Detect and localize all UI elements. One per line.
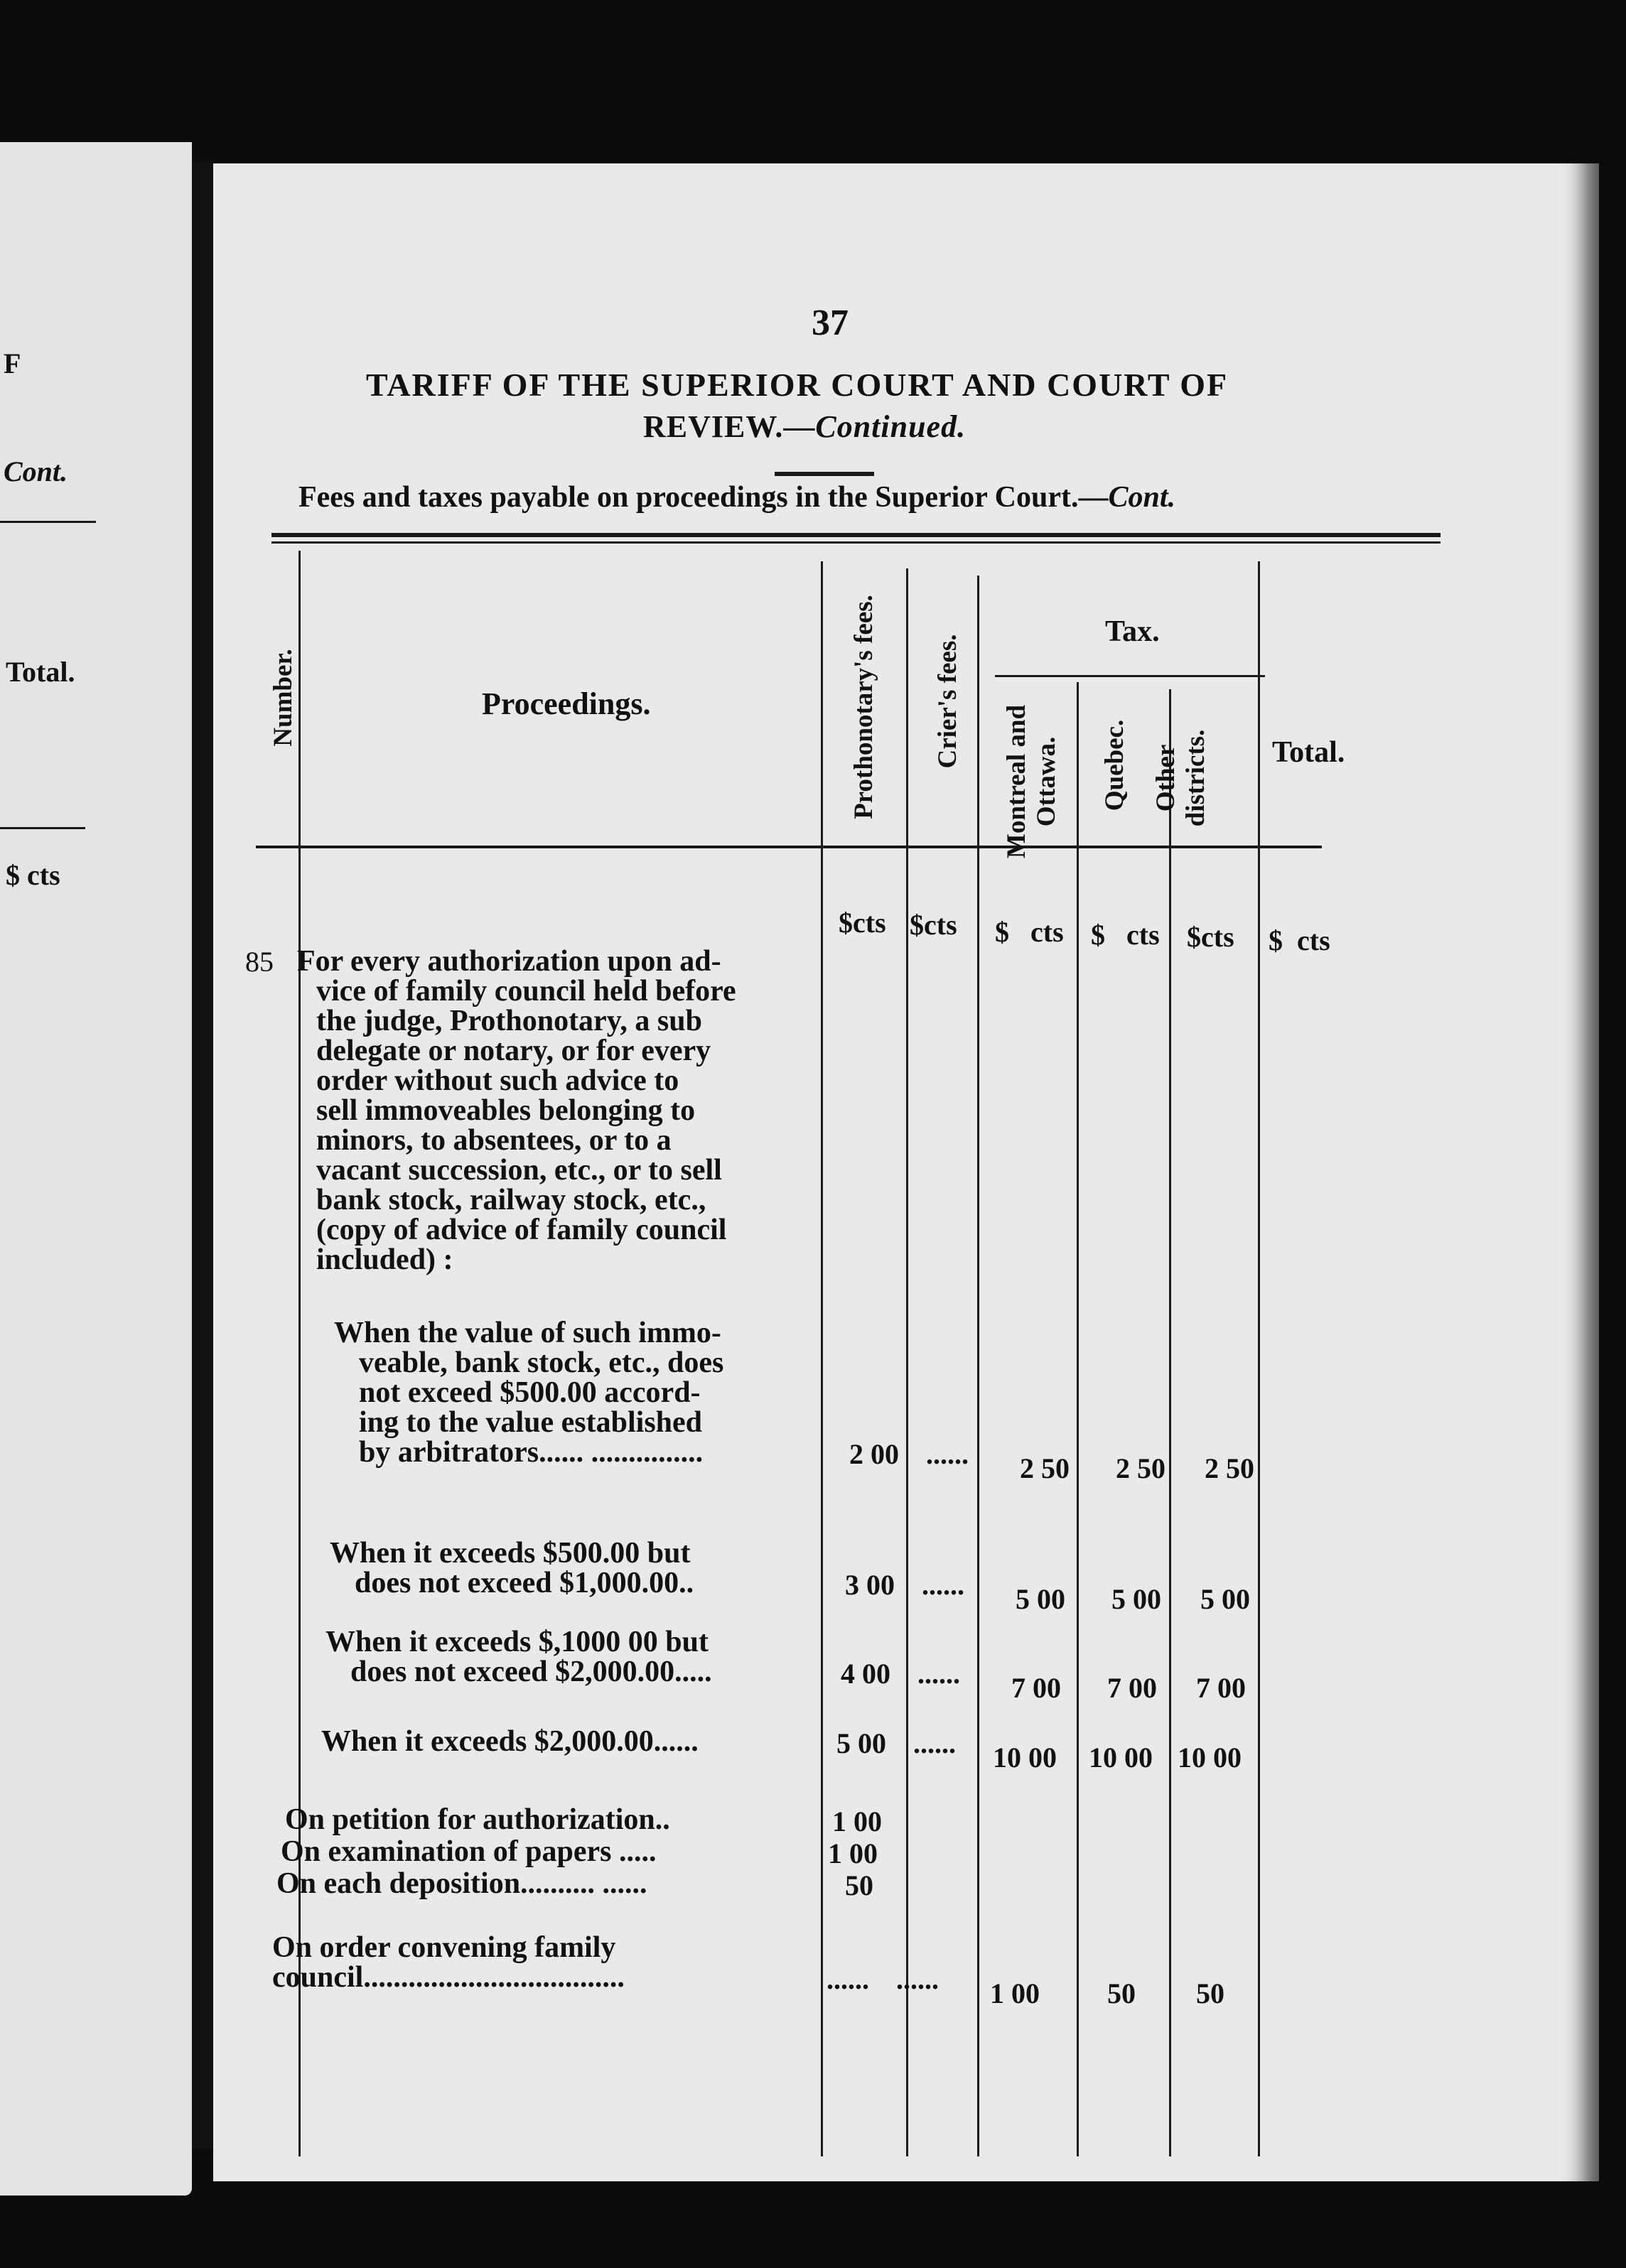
header-number: Number. <box>269 649 298 747</box>
header-crier: Crier's fees. <box>933 634 962 769</box>
proceeding-line: When it exceeds $500.00 but <box>330 1537 691 1570</box>
amount-prothonotary: ...... <box>827 1963 869 1995</box>
left-rule <box>0 521 96 523</box>
proceeding-line: by arbitrators...... ............... <box>359 1436 704 1469</box>
amount-prothonotary: 2 00 <box>849 1438 899 1470</box>
col-rule-crier <box>977 576 979 2156</box>
amount-other: 5 00 <box>1200 1583 1250 1615</box>
amount-quebec: 5 00 <box>1111 1583 1161 1615</box>
table-top-rule-2 <box>271 541 1441 544</box>
amount-prothonotary: 3 00 <box>845 1569 895 1601</box>
intro-line: order without such advice to <box>316 1064 679 1097</box>
amount-quebec: 2 50 <box>1116 1452 1165 1484</box>
table-top-rule <box>271 533 1441 537</box>
amount-other: 7 00 <box>1196 1672 1246 1704</box>
title-rule <box>775 472 874 476</box>
unit-montreal: $ cts <box>995 916 1064 948</box>
col-rule-quebec <box>1169 689 1171 2156</box>
amount-quebec: 10 00 <box>1089 1742 1153 1773</box>
book-spine <box>192 160 213 2149</box>
proceeding-line: council................................... <box>272 1961 625 1994</box>
amount-crier: ...... <box>922 1569 964 1601</box>
col-rule-proceedings <box>821 561 823 2156</box>
intro-line: (copy of advice of family council <box>316 1214 727 1246</box>
amount-crier: ...... <box>913 1727 956 1759</box>
col-rule-number <box>298 551 301 2156</box>
intro-line: vacant succession, etc., or to sell <box>316 1154 722 1187</box>
title-line2-main: REVIEW.— <box>643 409 816 444</box>
col-rule-montreal <box>1077 682 1079 2156</box>
amount-prothonotary: 50 <box>845 1869 873 1901</box>
page-number: 37 <box>812 303 849 343</box>
intro-line: minors, to absentees, or to a <box>316 1124 672 1157</box>
amount-other: 2 50 <box>1205 1452 1254 1484</box>
proceeding-line: On order convening family <box>272 1931 616 1964</box>
amount-montreal: 5 00 <box>1016 1583 1065 1615</box>
left-cont-fragment: Cont. <box>4 455 68 487</box>
intro-line: vice of family council held before <box>316 975 736 1008</box>
amount-crier: ...... <box>896 1963 939 1995</box>
amount-prothonotary: 5 00 <box>836 1727 886 1759</box>
proceeding-line: not exceed $500.00 accord- <box>359 1376 701 1409</box>
amount-quebec: 7 00 <box>1107 1672 1157 1704</box>
proceeding-line: On examination of papers ..... <box>281 1835 657 1868</box>
intro-line: included) : <box>316 1243 453 1276</box>
subtitle-main: Fees and taxes payable on proceedings in the Superior Court.— <box>298 481 1109 514</box>
left-total-label: Total. <box>6 656 75 688</box>
intro-line: delegate or notary, or for every <box>316 1035 711 1067</box>
unit-quebec: $ cts <box>1091 919 1160 951</box>
proceeding-line: does not exceed $2,000.00..... <box>350 1656 712 1688</box>
subtitle-cont: Cont. <box>1108 481 1176 514</box>
header-total: Total. <box>1272 736 1345 769</box>
header-montreal-text: Montreal and Ottawa. <box>1002 704 1061 859</box>
intro-line: the judge, Prothonotary, a sub <box>316 1005 702 1037</box>
proceeding-line: When it exceeds $2,000.00...... <box>321 1725 699 1758</box>
header-prothonotary-text: Prothonotary's fees. <box>849 595 878 819</box>
header-other <box>1151 707 1215 849</box>
title-line2-cont: Continued. <box>815 409 967 444</box>
header-other-text: Other districts. <box>1151 729 1210 827</box>
header-prothonotary <box>849 593 913 821</box>
intro-line: For every authorization upon ad- <box>297 945 721 978</box>
amount-other: 10 00 <box>1178 1742 1242 1773</box>
unit-other: $cts <box>1187 921 1234 953</box>
proceeding-line: veable, bank stock, etc., does <box>359 1346 724 1379</box>
amount-crier: ...... <box>926 1438 969 1470</box>
proceeding-line: When the value of such immo- <box>334 1317 721 1349</box>
left-rule-2 <box>0 827 85 829</box>
amount-montreal: 7 00 <box>1011 1672 1061 1704</box>
amount-montreal: 2 50 <box>1020 1452 1070 1484</box>
header-montreal <box>1002 696 1094 867</box>
table-subtitle <box>298 480 1175 514</box>
amount-montreal: 10 00 <box>993 1742 1057 1773</box>
proceeding-line: When it exceeds $,1000 00 but <box>325 1626 709 1658</box>
amount-prothonotary: 1 00 <box>832 1805 882 1837</box>
header-quebec: Quebec. <box>1100 719 1129 811</box>
unit-total: $ cts <box>1269 924 1330 956</box>
left-title-fragment: F <box>4 347 21 379</box>
page-title-line2 <box>643 409 966 445</box>
proceeding-line: On each deposition.......... ...... <box>276 1867 647 1900</box>
amount-other: 50 <box>1196 1977 1224 2009</box>
proceeding-line: ing to the value established <box>359 1406 703 1439</box>
amount-prothonotary: 4 00 <box>841 1658 890 1690</box>
amount-montreal: 1 00 <box>990 1977 1040 2009</box>
entry-number: 85 <box>245 946 274 978</box>
left-unit-label: $ cts <box>6 859 60 891</box>
unit-crier: $cts <box>910 909 957 941</box>
col-rule-other <box>1258 561 1260 2156</box>
header-proceedings: Proceedings. <box>482 686 651 721</box>
intro-line: bank stock, railway stock, etc., <box>316 1184 706 1216</box>
amount-quebec: 50 <box>1107 1977 1136 2009</box>
proceeding-line: does not exceed $1,000.00.. <box>355 1567 694 1599</box>
proceeding-line: On petition for authorization.. <box>285 1803 670 1836</box>
tax-group-rule <box>995 675 1265 677</box>
page-title-line1: TARIFF OF THE SUPERIOR COURT AND COURT OF <box>366 367 1229 403</box>
document-page <box>213 163 1599 2181</box>
amount-crier: ...... <box>917 1658 960 1690</box>
amount-prothonotary: 1 00 <box>828 1837 878 1869</box>
unit-prothonotary: $cts <box>839 907 886 939</box>
intro-line: sell immoveables belonging to <box>316 1094 696 1127</box>
header-tax: Tax. <box>1105 615 1160 648</box>
previous-page-fragment <box>0 142 192 2196</box>
